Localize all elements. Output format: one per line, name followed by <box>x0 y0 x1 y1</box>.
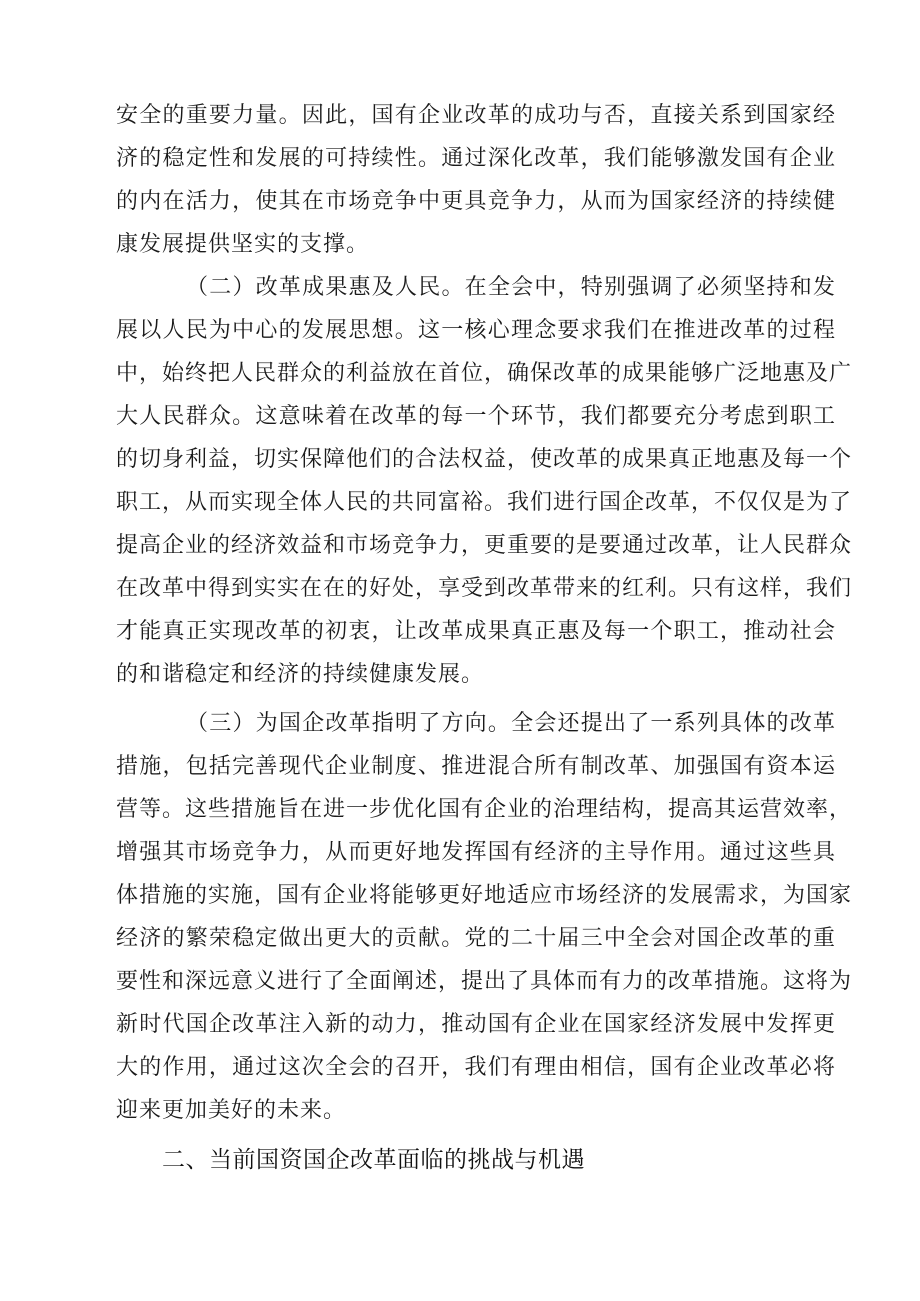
paragraph-line: 营等。这些措施旨在进一步优化国有企业的治理结构，提高其运营效率， <box>116 797 853 822</box>
paragraph-line: 经济的繁荣稳定做出更大的贡献。党的二十届三中全会对国企改革的重 <box>116 926 836 951</box>
paragraph-line: 措施，包括完善现代企业制度、推进混合所有制改革、加强国有资本运 <box>116 754 836 779</box>
paragraph-line: 职工，从而实现全体人民的共同富裕。我们进行国企改革，不仅仅是为了 <box>116 490 853 515</box>
paragraph-line: 新时代国企改革注入新的动力，推动国有企业在国家经济发展中发挥更 <box>116 1012 836 1037</box>
section-heading: 二、当前国资国企改革面临的挑战与机遇 <box>162 1147 585 1173</box>
paragraph-line: 的和谐稳定和经济的持续健康发展。 <box>116 662 485 687</box>
paragraph-line: 在改革中得到实实在在的好处，享受到改革带来的红利。只有这样，我们 <box>116 576 853 601</box>
paragraph-line: 的内在活力，使其在市场竞争中更具竞争力，从而为国家经济的持续健 <box>116 189 836 214</box>
paragraph-line: 安全的重要力量。因此，国有企业改革的成功与否，直接关系到国家经 <box>116 103 836 128</box>
paragraph-line: 展以人民为中心的发展思想。这一核心理念要求我们在推进改革的过程 <box>116 318 836 343</box>
paragraph-line: （三）为国企改革指明了方向。全会还提出了一系列具体的改革 <box>186 711 836 736</box>
paragraph-line: 体措施的实施，国有企业将能够更好地适应市场经济的发展需求，为国家 <box>116 883 853 908</box>
paragraph-line: （二）改革成果惠及人民。在全会中，特别强调了必须坚持和发 <box>186 275 836 300</box>
paragraph-line: 康发展提供坚实的支撑。 <box>116 232 370 257</box>
paragraph-line: 迎来更加美好的未来。 <box>116 1098 347 1123</box>
paragraph-line: 济的稳定性和发展的可持续性。通过深化改革，我们能够激发国有企业 <box>116 146 836 171</box>
paragraph-line: 增强其市场竞争力，从而更好地发挥国有经济的主导作用。通过这些具 <box>116 840 836 865</box>
paragraph-line: 才能真正实现改革的初衷，让改革成果真正惠及每一个职工，推动社会 <box>116 619 836 644</box>
paragraph-line: 要性和深远意义进行了全面阐述，提出了具体而有力的改革措施。这将为 <box>116 969 853 994</box>
paragraph-line: 的切身利益，切实保障他们的合法权益，使改革的成果真正地惠及每一个 <box>116 447 853 472</box>
paragraph-line: 大的作用，通过这次全会的召开，我们有理由相信，国有企业改革必将 <box>116 1055 836 1080</box>
paragraph-line: 中，始终把人民群众的利益放在首位，确保改革的成果能够广泛地惠及广 <box>116 361 853 386</box>
paragraph-line: 大人民群众。这意味着在改革的每一个环节，我们都要充分考虑到职工 <box>116 404 836 429</box>
paragraph-line: 提高企业的经济效益和市场竞争力，更重要的是要通过改革，让人民群众 <box>116 533 853 558</box>
